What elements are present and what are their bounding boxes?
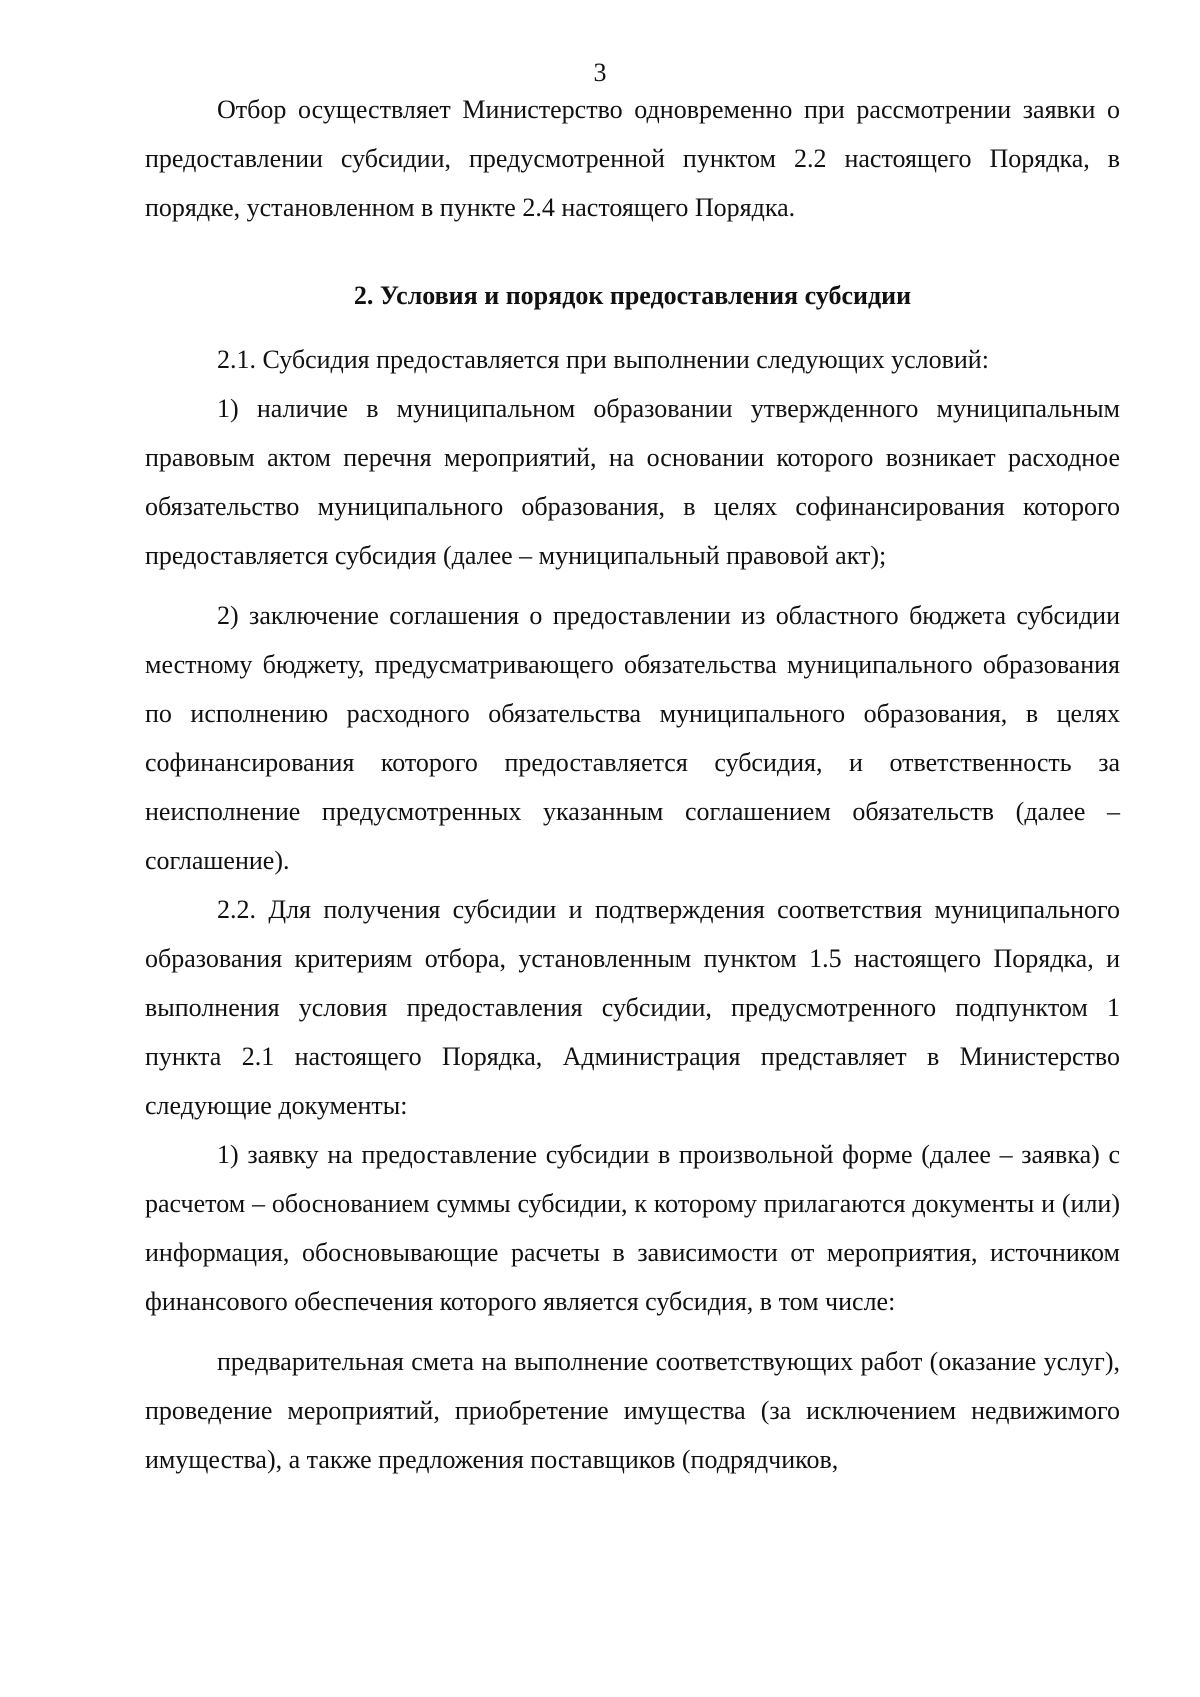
paragraph-document-1: 1) заявку на предоставление субсидии в произвольной форме (далее – заявка) с расчетом – обоснованием суммы субсидии, к которому прилагаются документы и (или) информация, обосновывающие расчеты в зависимости от мероприятия, источником финансового обеспечения которого является субсидия, в том числе: [145, 1140, 1120, 1316]
paragraph-2-2: 2.2. Для получения субсидии и подтверждения соответствия муниципального образования критериям отбора, установленным пунктом 1.5 настоящего Порядка, и выполнения условия предоставления субсидии, предусмотренного подпунктом 1 пункта 2.1 настоящего Порядка, Администрация представляет в Министерство следующие документы: [145, 895, 1120, 1120]
document-body [145, 85, 1120, 1484]
page-number: 3 [593, 58, 607, 87]
section-heading: 2. Условия и порядок предоставления субсидии [353, 281, 912, 310]
paragraph-estimate: предварительная смета на выполнение соответствующих работ (оказание услуг), проведение мероприятий, приобретение имущества (за исключением недвижимого имущества), а также предложения поставщиков (подрядчиков, [145, 1347, 1120, 1474]
paragraph-selection-intro: Отбор осуществляет Министерство одновременно при рассмотрении заявки о предоставлении субсидии, предусмотренной пунктом 2.2 настоящего Порядка, в порядке, установленном в пункте 2.4 настоящего Порядка. [145, 95, 1120, 222]
paragraph-condition-1: 1) наличие в муниципальном образовании утвержденного муниципальным правовым актом перечня мероприятий, на основании которого возникает расходное обязательство муниципального образования, в целях софинансирования которого предоставляется субсидия (далее – муниципальный правовой акт); [145, 394, 1120, 570]
paragraph-2-1: 2.1. Субсидия предоставляется при выполнении следующих условий: [217, 345, 989, 374]
paragraph-condition-2: 2) заключение соглашения о предоставлении из областного бюджета субсидии местному бюджету, предусматривающего обязательства муниципального образования по исполнению расходного обязательства муниципального образования, в целях софинансирования которого предоставляется субсидия, и ответственность за неисполнение предусмотренных указанным соглашением обязательств (далее – соглашение). [145, 601, 1120, 875]
